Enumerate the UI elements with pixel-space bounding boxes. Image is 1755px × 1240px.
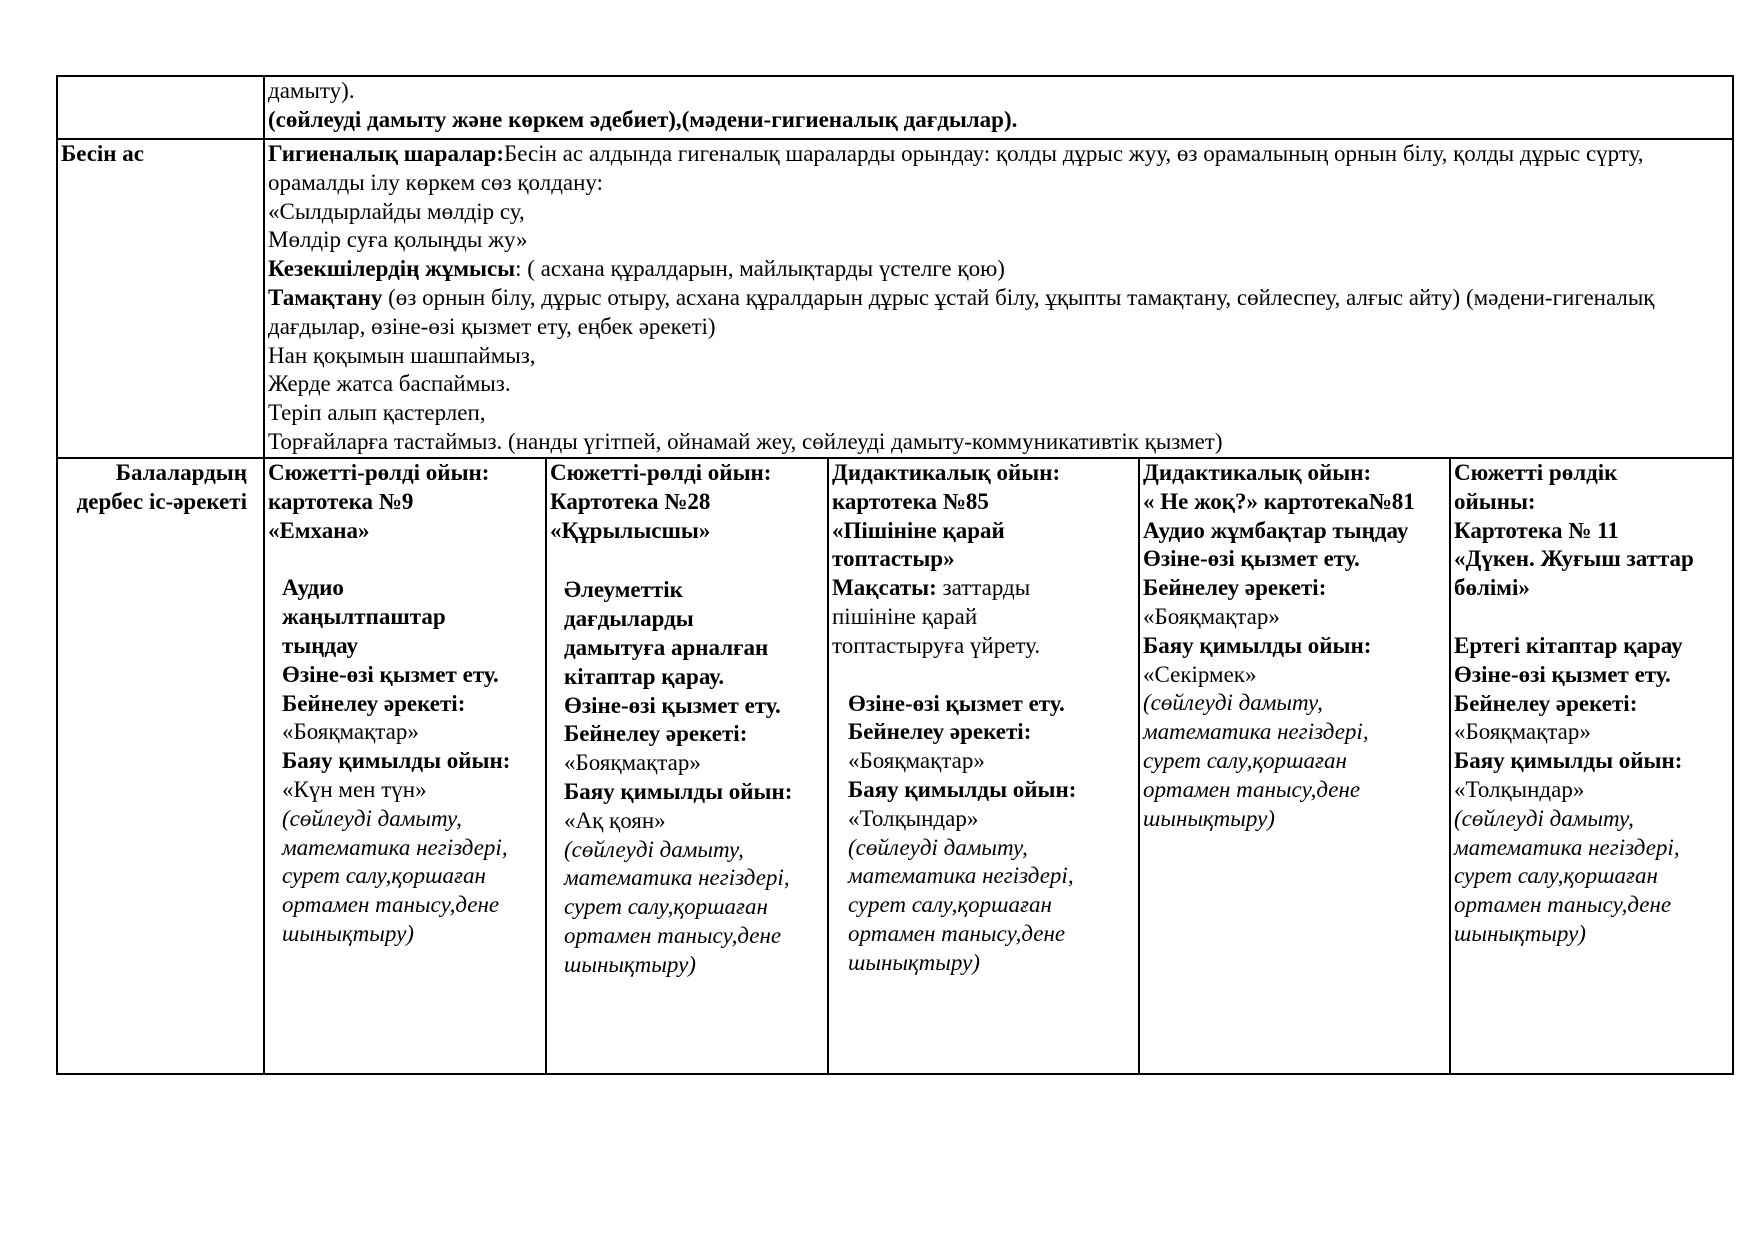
col2-ital-4: ортамен танысу,дене — [564, 922, 782, 948]
col3-ital-5: шынықтыру) — [848, 949, 980, 975]
poem2-line-3: Теріп алып қастерлеп, — [268, 400, 486, 426]
col4-game-label: Баяу қимылды ойын: — [1143, 632, 1372, 658]
col3-kraski: «Бояқмақтар» — [848, 748, 985, 774]
col1-bold-3: тыңдау — [282, 632, 358, 658]
row-continuation-content — [264, 76, 1733, 139]
row-afternoon-snack — [57, 139, 1733, 458]
col3-aim-label: Мақсаты: — [832, 575, 937, 601]
col2-head-1: Сюжетті-рөлді ойын: — [550, 460, 772, 485]
col3-body — [832, 690, 1136, 978]
col3-bold-1: Өзіне-өзі қызмет ету. — [848, 690, 1065, 716]
col2-game-label: Баяу қимылды ойын: — [564, 778, 793, 804]
col1-bold-4: Өзіне-өзі қызмет ету. — [282, 661, 499, 687]
col5-ital-1: (сөйлеуді дамыту, — [1454, 805, 1634, 831]
col5-body — [1454, 632, 1730, 949]
poem1-line-1: «Сылдырлайды мөлдір су, — [268, 198, 525, 224]
col3-ital-3: сурет салу,қоршаған — [848, 892, 1052, 918]
col2-bold-4: кітаптар қарау. — [564, 663, 725, 689]
col5-ital-5: шынықтыру) — [1454, 920, 1586, 946]
col4-ital-3: сурет салу,қоршаған — [1143, 747, 1347, 773]
col2-bold-5: Өзіне-өзі қызмет ету. — [564, 692, 781, 718]
col4-ital-4: ортамен танысу,дене — [1143, 776, 1361, 802]
col3-ital-1: (сөйлеуді дамыту, — [848, 834, 1028, 860]
col1-game: «Күн мен түн» — [282, 776, 427, 802]
col2-game: «Ақ қоян» — [564, 807, 666, 833]
col1-bold-5: Бейнелеу әрекеті: — [282, 690, 466, 716]
activity-col-4 — [1139, 458, 1450, 1074]
col1-head-1: Сюжетті-рөлді ойын: — [268, 460, 490, 485]
eating-text: (өз орнын білу, дұрыс отыру, асхана құралдарын дұрыс ұстай білу, ұқыпты тамақтану, сөйлеспеу, алғыс айту) (мәдени-гигеналық дағдылар, өзіне-өзі қызмет ету, еңбек әрекеті) — [268, 284, 1655, 339]
col5-head-4: «Дүкен. Жуғыш заттар — [1454, 546, 1694, 572]
plan-table — [56, 75, 1734, 1075]
col2-ital-2: математика негіздері, — [564, 865, 790, 891]
row-afternoon-snack-label: Бесін ас — [57, 139, 264, 458]
activity-col-3 — [828, 458, 1139, 1074]
col2-body — [550, 576, 825, 979]
col2-bold-2: дағдыларды — [564, 606, 694, 632]
activity-col-1 — [264, 458, 546, 1074]
continuation-text: дамыту). — [268, 78, 355, 103]
col3-head-4: топтастыр» — [832, 546, 955, 572]
poem2-line-1: Нан қоқымын шашпаймыз, — [268, 342, 536, 368]
col5-bold-2: Өзіне-өзі қызмет ету. — [1454, 661, 1671, 687]
col5-bold-3: Бейнелеу әрекеті: — [1454, 690, 1638, 716]
col1-ital-5: шынықтыру) — [282, 920, 414, 946]
col5-ital-3: сурет салу,қоршаған — [1454, 863, 1658, 889]
col5-head-2: ойыны: — [1454, 488, 1536, 514]
col4-head-5: Бейнелеу әрекеті: — [1143, 575, 1327, 601]
col4-head-2: « Не жоқ?» картотека№81 — [1143, 488, 1415, 514]
col2-head-3: «Құрылысшы» — [550, 517, 711, 543]
col4-head-1: Дидактикалық ойын: — [1143, 460, 1372, 485]
col1-ital-3: сурет салу,қоршаған — [282, 863, 486, 889]
col3-head-1: Дидактикалық ойын: — [832, 460, 1061, 485]
activity-col-2 — [546, 458, 828, 1074]
col5-ital-2: математика негіздері, — [1454, 834, 1680, 860]
col3-head-3: «Пішініне қарай — [832, 517, 1005, 543]
poem2-line-2: Жерде жатса баспаймыз. — [268, 371, 511, 397]
poem2-line-4: Торғайларға тастаймыз. (нанды үгітпей, ойнамай жеу, сөйлеуді дамыту-коммуникативтік қызмет) — [268, 428, 1223, 454]
col4-kraski: «Бояқмақтар» — [1143, 603, 1280, 629]
activity-col-5 — [1450, 458, 1733, 1074]
col3-ital-4: ортамен танысу,дене — [848, 920, 1066, 946]
continuation-bold: (сөйлеуді дамыту және көркем әдебиет),(мәдени-гигиеналық дағдылар). — [268, 106, 1018, 132]
col2-bold-3: дамытуға арналған — [564, 634, 769, 660]
col1-game-label: Баяу қимылды ойын: — [282, 748, 511, 774]
col1-ital-2: математика негіздері, — [282, 834, 508, 860]
col1-body — [268, 574, 543, 948]
col5-head-5: бөлімі» — [1454, 575, 1530, 601]
col5-game-label: Баяу қимылды ойын: — [1454, 748, 1683, 774]
col2-bold-1: Әлеуметтік — [564, 577, 683, 603]
col5-bold-1: Ертегі кітаптар қарау — [1454, 632, 1683, 658]
col3-head-2: картотека №85 — [832, 488, 989, 514]
duty-text: : ( асхана құралдарын, майлықтарды үстелге қою) — [515, 256, 1005, 282]
col4-ital-1: (сөйлеуді дамыту, — [1143, 690, 1323, 716]
row-independent-activity — [57, 458, 1733, 1074]
hygiene-label: Гигиеналық шаралар: — [268, 141, 504, 166]
poem1-line-2: Мөлдір суға қолыңды жу» — [268, 227, 528, 253]
col4-ital-5: шынықтыру) — [1143, 805, 1275, 831]
col3-aim-3: топтастыруға үйрету. — [832, 632, 1041, 658]
col1-bold-2: жаңылтпаштар — [282, 604, 446, 630]
row-afternoon-snack-content — [264, 139, 1733, 458]
col3-aim-1: заттарды — [936, 575, 1031, 601]
col4-head-4: Өзіне-өзі қызмет ету. — [1143, 546, 1360, 572]
col4-game: «Секірмек» — [1143, 661, 1257, 687]
col2-ital-5: шынықтыру) — [564, 951, 696, 977]
col1-bold-1: Аудио — [282, 575, 344, 601]
hygiene-text: Бесін ас алдында гигеналық шараларды орындау: қолды дұрыс жуу, өз орамалының орнын білу, қолды дұрыс сүрту, орамалды ілу көркем сөз қолдану: — [268, 141, 1644, 195]
col2-ital-1: (сөйлеуді дамыту, — [564, 836, 744, 862]
col1-ital-4: ортамен танысу,дене — [282, 892, 500, 918]
col2-kraski: «Бояқмақтар» — [564, 750, 701, 776]
col3-aim-line-1 — [832, 574, 1136, 603]
duty-line — [268, 255, 1730, 284]
col3-ital-2: математика негіздері, — [848, 863, 1074, 889]
col3-aim-2: пішініне қарай — [832, 603, 978, 629]
col1-head-2: картотека №9 — [268, 488, 414, 514]
row-independent-activity-label: Балалардың дербес іс-әрекеті — [57, 458, 264, 1074]
row-continuation — [57, 76, 1733, 139]
col4-head-3: Аудио жұмбақтар тыңдау — [1143, 517, 1409, 543]
col2-bold-6: Бейнелеу әрекеті: — [564, 721, 748, 747]
eating-line — [268, 284, 1730, 342]
col5-head-3: Картотека № 11 — [1454, 517, 1619, 543]
row-continuation-label — [57, 76, 264, 139]
eating-label: Тамақтану — [268, 284, 383, 310]
col4-ital-2: математика негіздері, — [1143, 719, 1369, 745]
col3-game: «Толқындар» — [848, 805, 979, 831]
col1-ital-1: (сөйлеуді дамыту, — [282, 805, 462, 831]
col5-game: «Толқындар» — [1454, 776, 1585, 802]
col2-head-2: Картотека №28 — [550, 488, 711, 514]
duty-label: Кезекшілердің жұмысы — [268, 256, 516, 282]
col5-kraski: «Бояқмақтар» — [1454, 719, 1591, 745]
col5-ital-4: ортамен танысу,дене — [1454, 892, 1672, 918]
col2-ital-3: сурет салу,қоршаған — [564, 894, 768, 920]
col1-head-3: «Емхана» — [268, 517, 370, 543]
col5-head-1: Сюжетті рөлдік — [1454, 460, 1618, 485]
col3-bold-2: Бейнелеу әрекеті: — [848, 719, 1032, 745]
col1-kraski: «Бояқмақтар» — [282, 719, 419, 745]
col3-game-label: Баяу қимылды ойын: — [848, 776, 1077, 802]
